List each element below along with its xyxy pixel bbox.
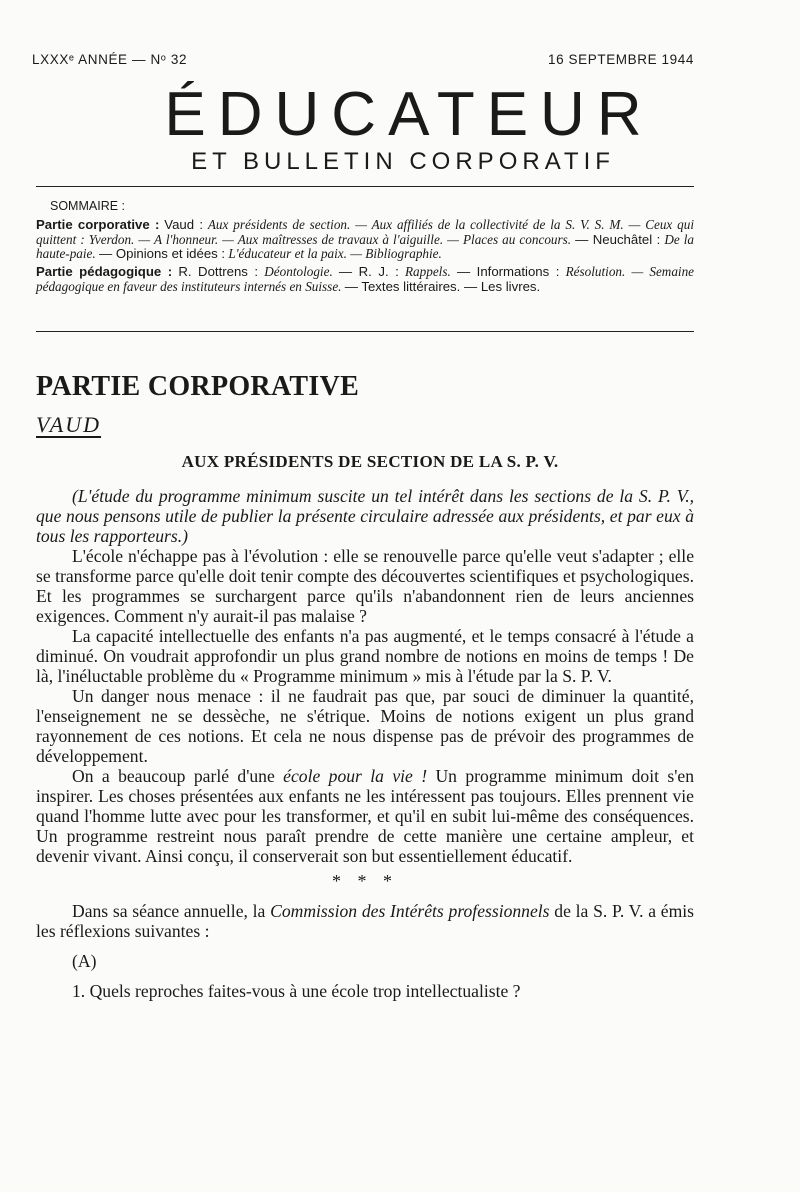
section-subtitle: VAUD bbox=[36, 412, 102, 437]
toc-label: SOMMAIRE : bbox=[50, 199, 126, 213]
toc-deontologie: Déontologie. bbox=[264, 264, 333, 280]
masthead bbox=[0, 82, 800, 176]
paragraph-4-rest: Un programme minimum doit s'en inspirer. Les choses présentées aux enfants ne les intéressent pas toujours. Elles prennent vie quand l'homme lutte avec pour les transformer, et qu'il en subit lui-même des conséquences. Un programme restreint nous paraît prendre de cette manière une certaine ampleur, et devenir vivant. Ainsi conçu, il conserverait son but essentiellement éducatif. bbox=[36, 766, 694, 866]
divider-top bbox=[36, 186, 694, 187]
paragraph-4-start: On a beaucoup parlé d'une bbox=[72, 766, 275, 786]
table-of-contents bbox=[36, 199, 694, 298]
toc-textes: — Textes littéraires. — Les livres. bbox=[344, 278, 541, 294]
header-line bbox=[32, 52, 694, 67]
paragraph-3: Un danger nous menace : il ne faudrait pas que, par souci de diminuer la quantité, l'enseignement ne se dessèche, ne s'étrique. Moins de notions exigent un plus grand rayonnement de ces notions. Et cela ne nous dispense pas de prévoir des programmes de développement. bbox=[36, 686, 694, 766]
issue-number: LXXXᵉ ANNÉE — Nᵒ 32 bbox=[32, 52, 188, 67]
article-intro: (L'étude du programme minimum suscite un tel intérêt dans les sections de la S. P. V., que nous pensons utile de publier la présente circulaire adressée aux présidents, et par eux à tous les rapporteurs.) bbox=[36, 486, 694, 546]
toc-rappels: Rappels. bbox=[404, 264, 451, 280]
paragraph-2: La capacité intellectuelle des enfants n'a pas augmenté, et le temps consacré à l'étude a diminué. On voudrait approfondir un plus grand nombre de notions en moins de temps ! De là, l'inéluctable problème du « Programme minimum » mis à l'étude par la S. P. V. bbox=[36, 626, 694, 686]
toc-vaud-items: Aux présidents de section. — Aux affiliés de la collectivité de la S. V. S. M. — Ceux qui quittent : Yverdon. — A l'honneur. — Aux maîtresses de travaux à l'aiguille. — Places au concours. bbox=[36, 216, 695, 247]
toc-informations: — Informations : bbox=[456, 264, 560, 280]
paragraph-5-start: Dans sa séance annuelle, la bbox=[72, 901, 266, 921]
paragraph-1: L'école n'échappe pas à l'évolution : elle se renouvelle parce qu'elle veut s'adapter ; elle se transforme parce qu'elle doit tenir compte des découvertes scientifiques et psychologiques. Et les programmes se surchargent parce qu'ils n'abandonnent rien de leurs anciennes exigences. Comment n'y aurait-il pas malaise ? bbox=[36, 546, 694, 626]
toc-opinions: — Opinions et idées : bbox=[99, 246, 226, 262]
toc-neuchatel-item: De la haute-paie. bbox=[36, 231, 695, 262]
toc-pedagogique bbox=[36, 265, 694, 295]
section-title: PARTIE CORPORATIVE bbox=[36, 371, 360, 402]
journal-subtitle: ET BULLETIN CORPORATIF bbox=[191, 148, 615, 175]
paragraph-5-rest: de la S. P. V. a émis les réflexions suivantes : bbox=[36, 901, 694, 941]
question-1: 1. Quels reproches faites-vous à une école trop intellectualiste ? bbox=[72, 981, 521, 1001]
toc-neuchatel: — Neuchâtel : bbox=[575, 231, 661, 247]
section-separator: * * * bbox=[332, 871, 398, 891]
toc-corporative bbox=[36, 218, 694, 262]
toc-dottrens: R. Dottrens : bbox=[178, 264, 259, 280]
toc-pedagogique-label: Partie pédagogique : bbox=[36, 264, 173, 280]
toc-rj: — R. J. : bbox=[338, 264, 399, 280]
journal-title: ÉDUCATEUR bbox=[164, 80, 654, 149]
paragraph-5-emphasis: Commission des Intérêts professionnels bbox=[270, 901, 550, 921]
divider-bottom bbox=[36, 331, 694, 332]
toc-vaud: Vaud : bbox=[164, 216, 203, 232]
paragraph-4-emphasis: école pour la vie ! bbox=[283, 766, 428, 786]
label-a: (A) bbox=[72, 951, 97, 971]
article-heading: AUX PRÉSIDENTS DE SECTION DE LA S. P. V. bbox=[181, 452, 559, 471]
paragraph-5 bbox=[36, 901, 694, 941]
paragraph-4 bbox=[36, 766, 694, 866]
toc-opinions-items: L'éducateur et la paix. — Bibliographie. bbox=[228, 246, 442, 262]
issue-date: 16 SEPTEMBRE 1944 bbox=[547, 52, 694, 67]
article-body bbox=[36, 486, 694, 1001]
toc-corporative-label: Partie corporative : bbox=[36, 216, 160, 232]
toc-informations-items: Résolution. — Semaine pédagogique en faveur des instituteurs internés en Suisse. bbox=[36, 264, 695, 294]
